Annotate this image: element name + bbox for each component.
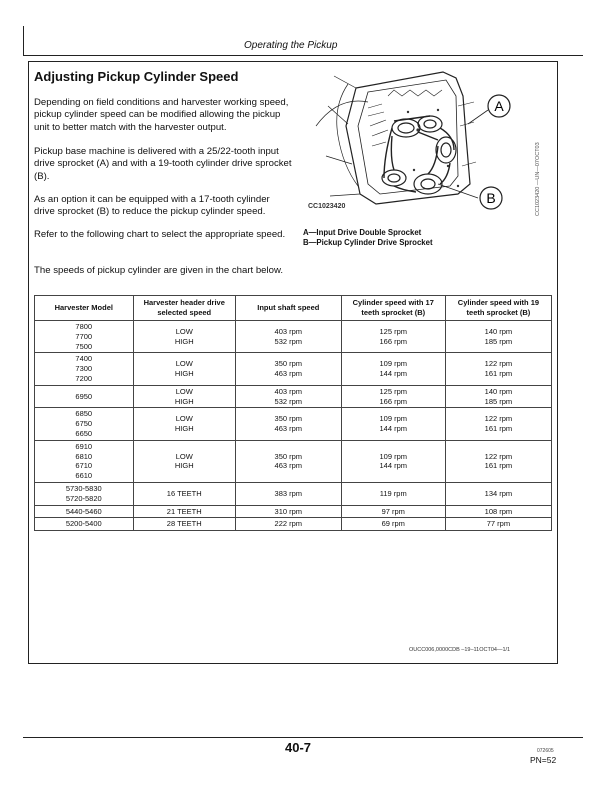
cell-line: 5440-5460	[65, 506, 102, 516]
cylinder-17-cell	[341, 440, 445, 482]
paragraph-refer: Refer to the following chart to select the appropriate speed.	[34, 229, 286, 240]
drive-speed-cell	[133, 353, 235, 385]
header-harvester-model: Harvester Model	[35, 296, 134, 321]
figure-legend	[303, 228, 433, 248]
cylinder-19-cell	[445, 518, 551, 531]
cell-line: 77 rpm	[486, 519, 511, 529]
cell-line: LOW	[175, 451, 193, 461]
drive-speed-cell	[133, 321, 235, 353]
drive-speed-cell	[133, 482, 235, 505]
cylinder-19-cell	[445, 385, 551, 408]
model-cell	[35, 385, 134, 408]
section-title: Adjusting Pickup Cylinder Speed	[34, 69, 239, 84]
cell-line: 6610	[75, 471, 93, 481]
header-drive-speed: Harvester header drive selected speed	[133, 296, 235, 321]
sprocket-drive-illustration	[298, 66, 540, 226]
paragraph-speeds: The speeds of pickup cylinder are given in the chart below.	[34, 265, 284, 276]
cell-line: 108 rpm	[484, 506, 513, 516]
cylinder-17-cell	[341, 321, 445, 353]
table-header-row	[35, 296, 552, 321]
model-cell	[35, 440, 134, 482]
cell-line: 97 rpm	[381, 506, 405, 516]
cell-line: 310 rpm	[274, 506, 303, 516]
model-cell	[35, 482, 134, 505]
cell-line: 383 rpm	[274, 488, 303, 498]
model-cell	[35, 408, 134, 440]
cell-line: 166 rpm	[379, 396, 407, 406]
paragraph-base-machine: Pickup base machine is delivered with a 25/22-tooth input drive sprocket (A) and with a 19-tooth cylinder drive sprocket (B).	[34, 146, 292, 182]
cylinder-17-cell	[341, 385, 445, 408]
cylinder-17-cell	[341, 505, 445, 518]
drive-speed-cell	[133, 505, 235, 518]
header-cylinder-17: Cylinder speed with 17 teeth sprocket (B)	[341, 296, 445, 321]
header-rule-left	[23, 26, 24, 55]
figure-image-code: CC1023420	[308, 203, 346, 210]
cell-line: 166 rpm	[379, 336, 407, 346]
cell-line: 463 rpm	[274, 461, 303, 471]
cell-line: HIGH	[174, 461, 194, 471]
cell-line: 109 rpm	[379, 451, 407, 461]
cell-line: 5200-5400	[65, 519, 102, 529]
cylinder-19-cell	[445, 440, 551, 482]
cell-line: 119 rpm	[379, 488, 407, 498]
cell-line: 161 rpm	[484, 461, 513, 471]
table-row	[35, 321, 552, 353]
header-input-shaft-speed: Input shaft speed	[235, 296, 341, 321]
cell-line: 6750	[75, 419, 93, 429]
cell-line: 16 TEETH	[166, 488, 202, 498]
cell-line: 350 rpm	[274, 451, 303, 461]
input-speed-cell	[235, 408, 341, 440]
cell-line: 532 rpm	[274, 396, 303, 406]
cell-line: HIGH	[174, 396, 194, 406]
cell-line: 7500	[75, 341, 93, 351]
cell-line: 134 rpm	[484, 488, 513, 498]
table-row	[35, 518, 552, 531]
cylinder-19-cell	[445, 353, 551, 385]
cell-line: 6650	[75, 428, 93, 438]
cell-line: 6710	[75, 461, 93, 471]
input-speed-cell	[235, 440, 341, 482]
input-speed-cell	[235, 353, 341, 385]
cell-line: 350 rpm	[274, 414, 303, 424]
cell-line: 144 rpm	[379, 424, 407, 434]
cell-line: LOW	[175, 414, 193, 424]
cell-line: 109 rpm	[379, 359, 407, 369]
cell-line: 463 rpm	[274, 424, 303, 434]
cell-line: 350 rpm	[274, 359, 303, 369]
cell-line: 125 rpm	[379, 386, 407, 396]
table-row	[35, 408, 552, 440]
legend-item-a: A—Input Drive Double Sprocket	[303, 228, 422, 237]
input-speed-cell	[235, 321, 341, 353]
cell-line: 185 rpm	[484, 336, 513, 346]
drive-speed-cell	[133, 408, 235, 440]
cell-line: 122 rpm	[484, 359, 513, 369]
cell-line: 161 rpm	[484, 424, 513, 434]
cylinder-speed-table	[34, 295, 552, 531]
table-row	[35, 482, 552, 505]
cylinder-17-cell	[341, 408, 445, 440]
cell-line: 140 rpm	[484, 386, 513, 396]
page-number: 40-7	[285, 740, 312, 755]
paragraph-intro: Depending on field conditions and harvester working speed, pickup cylinder speed can be modified allowing the pickup unit to better match with the harvester output.	[34, 97, 289, 133]
cylinder-19-cell	[445, 408, 551, 440]
cell-line: 6910	[75, 441, 93, 451]
header-rule	[23, 55, 583, 56]
footer-rule	[23, 737, 583, 738]
model-cell	[35, 353, 134, 385]
cell-line: 69 rpm	[381, 519, 405, 529]
header-cylinder-19: Cylinder speed with 19 teeth sprocket (B)	[445, 296, 551, 321]
table-row	[35, 440, 552, 482]
cell-line: 144 rpm	[379, 461, 407, 471]
cell-line: 6950	[75, 391, 93, 401]
cylinder-19-cell	[445, 321, 551, 353]
cell-line: 7300	[75, 364, 93, 374]
cell-line: 109 rpm	[379, 414, 407, 424]
footer-pn: PN=52	[530, 755, 557, 765]
table-row	[35, 353, 552, 385]
cell-line: 463 rpm	[274, 369, 303, 379]
model-cell	[35, 505, 134, 518]
cylinder-17-cell	[341, 482, 445, 505]
cell-line: 28 TEETH	[166, 519, 202, 529]
cell-line: 532 rpm	[274, 336, 303, 346]
paragraph-option: As an option it can be equipped with a 17-tooth cylinder drive sprocket (B) to reduce the pickup cylinder speed.	[34, 194, 270, 218]
figure-side-code: CC1023420 —UN—07OCT03	[535, 142, 541, 216]
cell-line: 7700	[75, 331, 93, 341]
input-speed-cell	[235, 482, 341, 505]
footer-code: 072605	[537, 748, 554, 754]
cell-line: 7800	[75, 322, 93, 331]
cylinder-19-cell	[445, 482, 551, 505]
cell-line: 5720-5820	[65, 493, 102, 503]
callout-b-label: B	[486, 190, 496, 206]
cell-line: 7200	[75, 373, 93, 383]
document-code: OUCC006,0000CDB –19–11OCT04—1/1	[409, 647, 511, 653]
cell-line: 6810	[75, 451, 93, 461]
cell-line: 161 rpm	[484, 369, 513, 379]
drive-speed-cell	[133, 518, 235, 531]
input-speed-cell	[235, 518, 341, 531]
drive-speed-cell	[133, 440, 235, 482]
cell-line: 140 rpm	[484, 326, 513, 336]
cell-line: HIGH	[174, 424, 194, 434]
table-row	[35, 385, 552, 408]
cell-line: 122 rpm	[484, 451, 513, 461]
cell-line: 144 rpm	[379, 369, 407, 379]
cell-line: LOW	[175, 359, 193, 369]
callout-a-label: A	[494, 98, 504, 114]
running-title: Operating the Pickup	[244, 40, 338, 51]
cell-line: 21 TEETH	[166, 506, 202, 516]
model-cell	[35, 321, 134, 353]
cell-line: 222 rpm	[274, 519, 303, 529]
input-speed-cell	[235, 505, 341, 518]
cell-line: 185 rpm	[484, 396, 513, 406]
cell-line: 403 rpm	[274, 386, 303, 396]
cylinder-17-cell	[341, 353, 445, 385]
input-speed-cell	[235, 385, 341, 408]
cell-line: 403 rpm	[274, 326, 303, 336]
cell-line: 5730-5830	[65, 483, 102, 493]
cylinder-17-cell	[341, 518, 445, 531]
cell-line: LOW	[175, 326, 193, 336]
cell-line: HIGH	[174, 369, 194, 379]
cell-line: HIGH	[174, 336, 194, 346]
cell-line: 6850	[75, 409, 93, 419]
cell-line: 122 rpm	[484, 414, 513, 424]
model-cell	[35, 518, 134, 531]
legend-item-b: B—Pickup Cylinder Drive Sprocket	[303, 238, 433, 247]
cell-line: 125 rpm	[379, 326, 407, 336]
cylinder-19-cell	[445, 505, 551, 518]
cell-line: 7400	[75, 354, 93, 364]
drive-speed-cell	[133, 385, 235, 408]
table-row	[35, 505, 552, 518]
cell-line: LOW	[175, 386, 193, 396]
